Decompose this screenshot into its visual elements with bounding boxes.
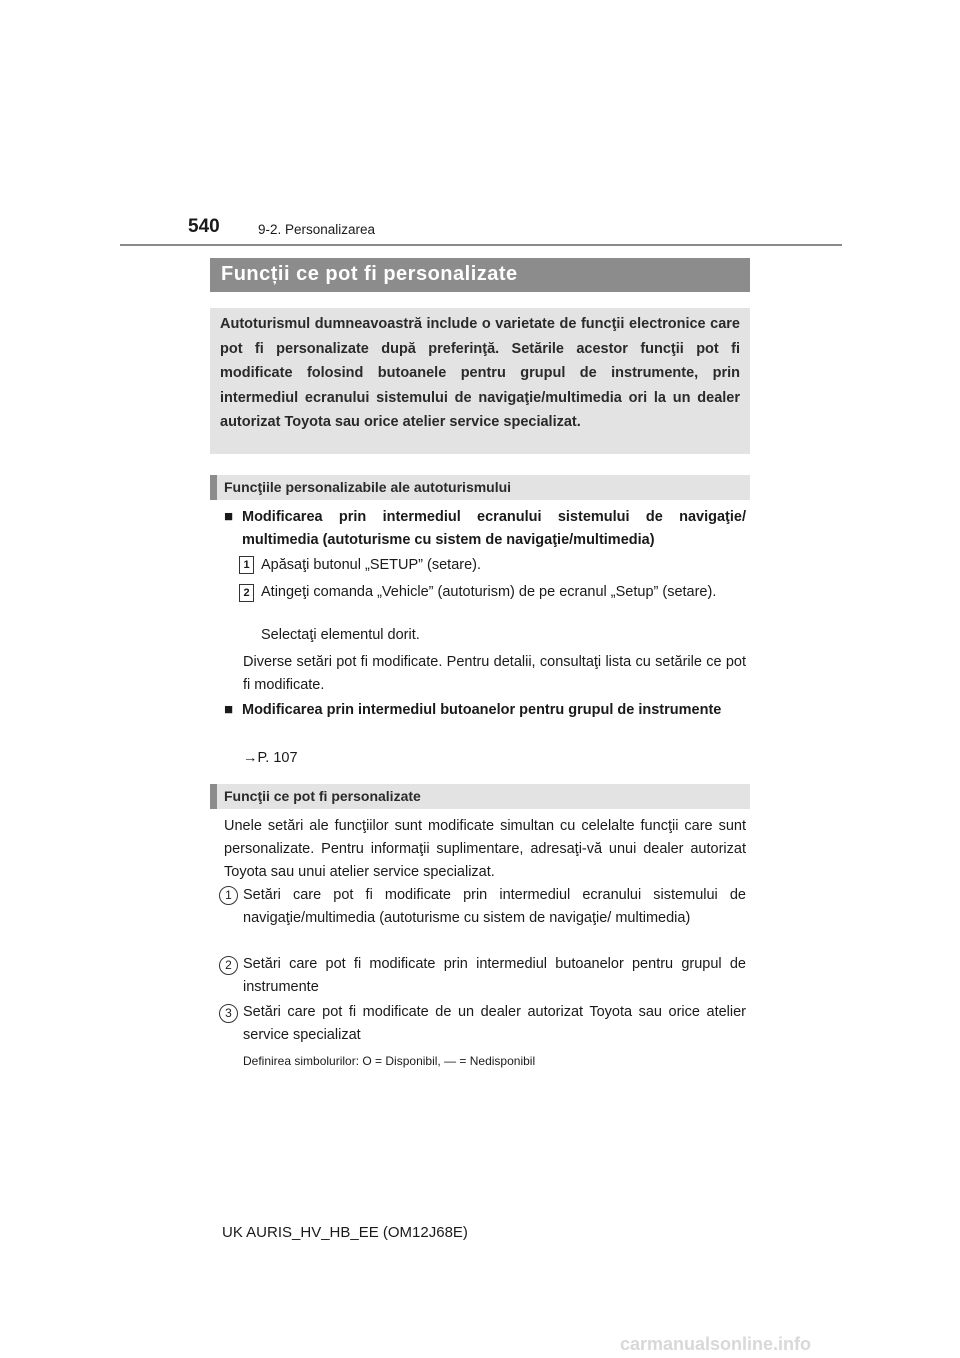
page-reference — [243, 747, 298, 770]
section-heading-bar — [210, 784, 750, 809]
header-divider — [120, 244, 842, 246]
circled-number: 3 — [219, 1004, 238, 1023]
page-title-bar — [210, 258, 750, 292]
section-intro-text: Unele setări ale funcţiilor sunt modificate simultan cu celelalte funcţii care sunt personalizate. Pentru informaţii suplimentare, adresaţi-vă unui dealer autorizat Toyota sau unui atelier service specializat. — [224, 818, 746, 880]
page-title: Funcții ce pot fi personalizate — [221, 263, 518, 285]
intro-text: Autoturismul dumneavoastră include o varietate de funcţii electronice care pot fi personalizate după preferinţă. Setările acestor funcţii pot fi modificate folosind butoanele pentru grupul de instrumente, prin intermediul ecranului sistemului de navigaţie/multimedia ori la un dealer autorizat Toyota sau orice atelier service specializat. — [220, 316, 740, 430]
watermark: carmanualsonline.info — [620, 1334, 812, 1354]
step-number-box: 1 — [239, 556, 254, 574]
section-heading: Funcţiile personalizabile ale autoturismului — [224, 479, 512, 495]
page-reference-text: P. 107 — [257, 750, 298, 766]
arrow-icon: → — [243, 750, 258, 766]
bullet-marker: ■ — [224, 701, 234, 718]
step-text: Atingeţi comanda „Vehicle” (autoturism) de pe ecranul „Setup” (setare). — [261, 584, 717, 600]
bullet-title: Modificarea prin intermediul ecranului sistemului de navigaţie/ multimedia (autoturisme cu sistem de navigaţie/multimedia) — [242, 509, 746, 548]
section-heading: Funcţii ce pot fi personalizate — [224, 788, 421, 804]
symbol-legend: Definirea simbolurilor: O = Disponibil, — = Nedisponibil — [243, 1054, 536, 1068]
step-text: Apăsaţi butonul „SETUP” (setare). — [261, 557, 482, 573]
intro-box — [210, 308, 750, 454]
note-text: Diverse setări pot fi modificate. Pentru detalii, consultaţi lista cu setările ce pot fi modificate. — [243, 654, 746, 693]
step-text: Selectaţi elementul dorit. — [261, 627, 420, 643]
list-item: Setări care pot fi modificate de un dealer autorizat Toyota sau orice atelier service specializat — [243, 1004, 746, 1043]
circled-number: 2 — [219, 956, 238, 975]
section-heading-bar — [210, 475, 750, 500]
circled-number: 1 — [219, 886, 238, 905]
document-id: UK AURIS_HV_HB_EE (OM12J68E) — [222, 1224, 468, 1241]
bullet-marker: ■ — [224, 508, 234, 525]
page-number: 540 — [188, 216, 220, 237]
bullet-title: Modificarea prin intermediul butoanelor pentru grupul de instrumente — [242, 702, 722, 718]
list-item: Setări care pot fi modificate prin intermediul butoanelor pentru grupul de instrumente — [243, 956, 746, 995]
step-number-box: 2 — [239, 584, 254, 602]
section-reference: 9-2. Personalizarea — [258, 222, 376, 237]
list-item: Setări care pot fi modificate prin intermediul ecranului sistemului de navigaţie/multimedia (autoturisme cu sistem de navigaţie/ multimedia) — [243, 887, 746, 926]
